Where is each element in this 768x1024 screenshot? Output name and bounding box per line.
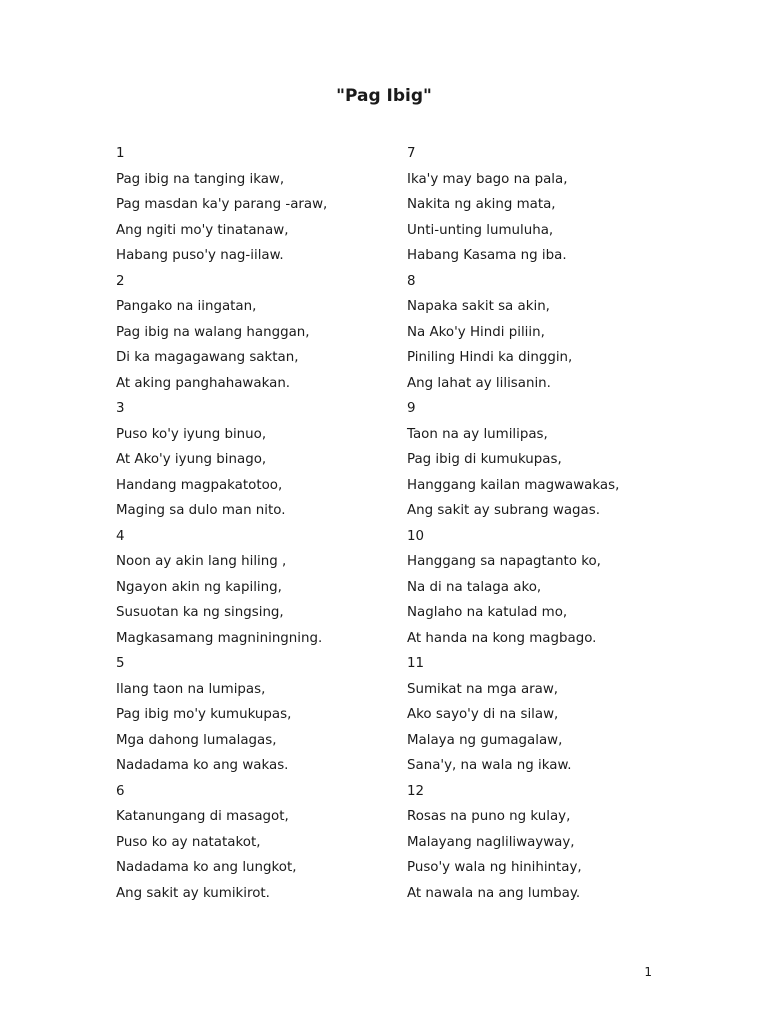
poem-line: Pag ibig na tanging ikaw, (116, 171, 285, 187)
poem-line: Napaka sakit sa akin, (407, 299, 550, 314)
poem-line: Taon na ay lumilipas, (407, 426, 548, 442)
poem-line: Habang Kasama ng iba. (407, 248, 567, 263)
poem-line: Malayang nagliliwayway, (407, 834, 575, 850)
poem-line: Habang puso'y nag-iilaw. (116, 248, 284, 263)
stanza-number: 7 (407, 146, 416, 161)
poem-line: Nadadama ko ang wakas. (116, 758, 289, 773)
stanza-number: 2 (116, 273, 125, 289)
poem-line: Pag ibig na walang hanggan, (116, 324, 310, 340)
poem-line: Ang sakit ay subrang wagas. (407, 503, 600, 518)
poem-line: Naglaho na katulad mo, (407, 605, 568, 620)
right-column (407, 141, 619, 906)
stanza-number: 9 (407, 401, 416, 416)
poem-line: Sana'y, na wala ng ikaw. (407, 758, 572, 773)
poem-line: Na di na talaga ako, (407, 579, 542, 595)
poem-title: "Pag Ibig" (336, 86, 432, 106)
poem-line: Pangako na iingatan, (116, 299, 257, 314)
page-number: 1 (644, 965, 652, 979)
poem-line: At Ako'y iyung binago, (116, 452, 267, 467)
stanza-number: 4 (116, 528, 125, 544)
poem-line: At aking panghahawakan. (116, 375, 291, 391)
poem-line: Ngayon akin ng kapiling, (116, 579, 282, 595)
stanza (407, 396, 619, 524)
poem-line: Puso ko'y iyung binuo, (116, 426, 267, 442)
stanza (407, 141, 619, 269)
stanza-number: 8 (407, 273, 416, 289)
poem-line: At nawala na ang lumbay. (407, 885, 581, 901)
poem-line: Ang lahat ay lilisanin. (407, 375, 551, 391)
poem-line: Ilang taon na lumipas, (116, 681, 266, 697)
poem-line: Mga dahong lumalagas, (116, 732, 277, 748)
stanza-number: 10 (407, 528, 425, 544)
poem-line: Hanggang kailan magwawakas, (407, 477, 620, 493)
poem-line: Pag ibig di kumukupas, (407, 452, 562, 467)
stanza (407, 651, 619, 779)
stanza (116, 779, 327, 907)
poem-line: At handa na kong magbago. (407, 630, 597, 646)
poem-line: Nakita ng aking mata, (407, 197, 556, 212)
poem-line: Ako sayo'y di na silaw, (407, 707, 559, 722)
poem-line: Malaya ng gumagalaw, (407, 732, 563, 748)
stanza (116, 269, 327, 397)
poem-line: Magkasamang magniningning. (116, 630, 323, 646)
poem-line: Maging sa dulo man nito. (116, 503, 286, 518)
left-column (116, 141, 327, 906)
poem-line: Di ka magagawang saktan, (116, 350, 299, 365)
poem-line: Puso'y wala ng hinihintay, (407, 860, 582, 875)
stanza (407, 524, 619, 652)
stanza (407, 779, 619, 907)
poem-line: Ang ngiti mo'y tinatanaw, (116, 222, 289, 238)
stanza (116, 141, 327, 269)
stanza-number: 12 (407, 783, 425, 799)
poem-line: Rosas na puno ng kulay, (407, 809, 571, 824)
poem-line: Handang magpakatotoo, (116, 477, 283, 493)
poem-line: Ang sakit ay kumikirot. (116, 885, 270, 901)
poem-line: Ika'y may bago na pala, (407, 171, 568, 187)
poem-line: Piniling Hindi ka dinggin, (407, 350, 573, 365)
poem-line: Noon ay akin lang hiling , (116, 554, 287, 569)
stanza (116, 651, 327, 779)
poem-line: Susuotan ka ng singsing, (116, 605, 284, 620)
poem-line: Nadadama ko ang lungkot, (116, 860, 297, 875)
poem-line: Pag ibig mo'y kumukupas, (116, 707, 292, 722)
poem-line: Puso ko ay natatakot, (116, 834, 261, 850)
stanza-number: 1 (116, 146, 125, 161)
poem-line: Hanggang sa napagtanto ko, (407, 554, 601, 569)
poem-line: Pag masdan ka'y parang -araw, (116, 197, 328, 212)
poem-line: Katanungang di masagot, (116, 809, 289, 824)
poem-line: Unti-unting lumuluha, (407, 222, 554, 238)
poem-line: Sumikat na mga araw, (407, 681, 559, 697)
stanza-number: 5 (116, 656, 125, 671)
stanza-number: 6 (116, 783, 125, 799)
stanza-number: 3 (116, 401, 125, 416)
stanza (407, 269, 619, 397)
stanza-number: 11 (407, 656, 425, 671)
stanza (116, 524, 327, 652)
stanza (116, 396, 327, 524)
poem-line: Na Ako'y Hindi piliin, (407, 324, 545, 340)
